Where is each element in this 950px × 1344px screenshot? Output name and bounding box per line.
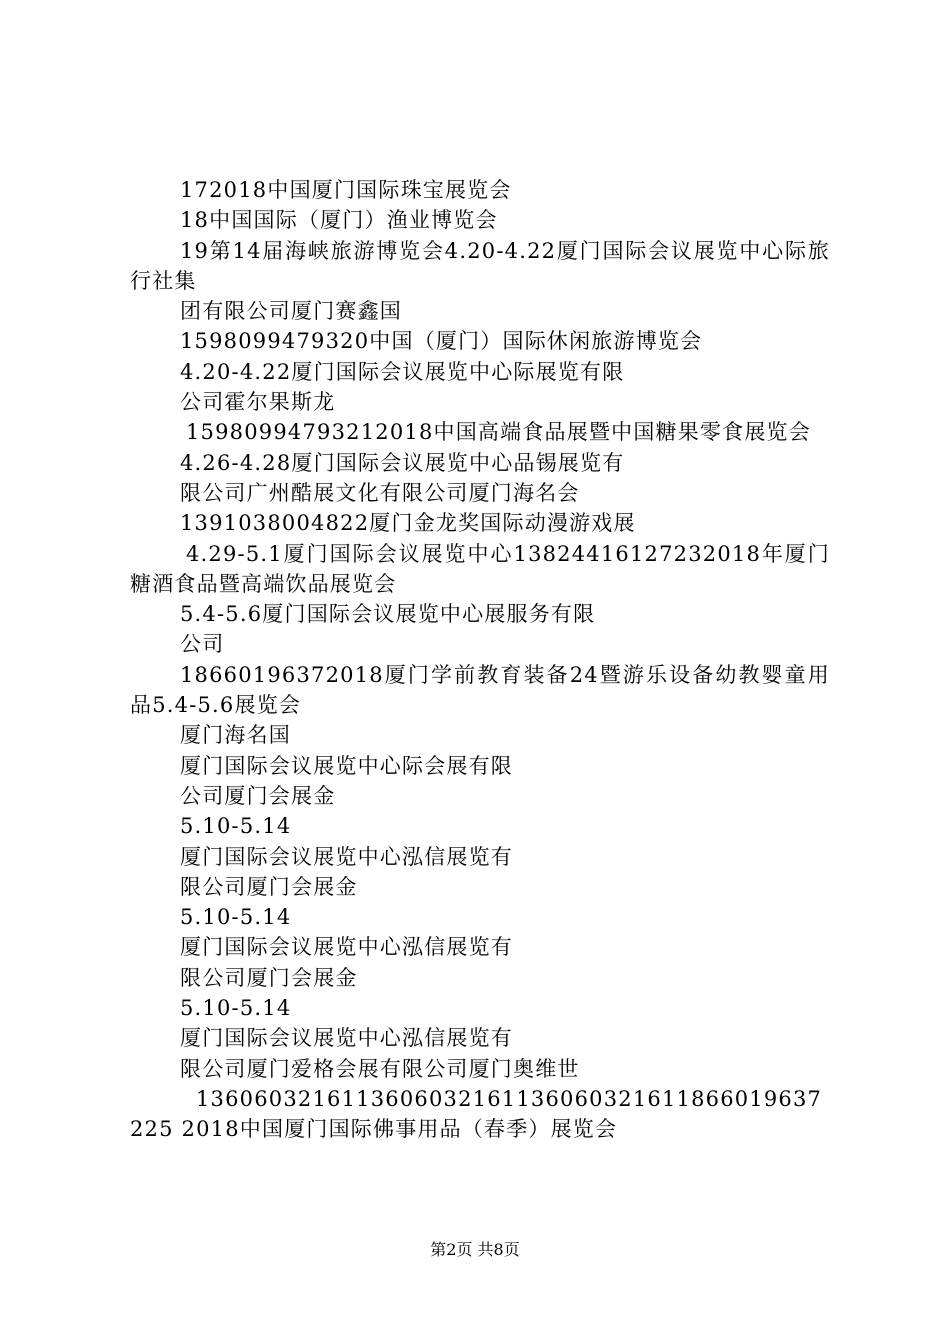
text-line-7: 公司霍尔果斯龙 — [180, 390, 336, 415]
text-line-19: 5.10-5.14 — [180, 814, 292, 839]
page-footer — [0, 1237, 950, 1260]
text-line-25: 5.10-5.14 — [180, 996, 292, 1021]
text-line-23: 厦门国际会议展览中心泓信展览有 — [180, 935, 513, 960]
text-line-22: 5.10-5.14 — [180, 905, 292, 930]
text-line-17: 厦门国际会议展览中心际会展有限 — [180, 753, 513, 778]
text-line-5: 1598099479320中国（厦门）国际休闲旅游博览会 — [180, 329, 703, 354]
text-line-26: 厦门国际会议展览中心泓信展览有 — [180, 1026, 513, 1051]
text-line-12: 4.29-5.1厦门国际会议展览中心13824416127232018年厦门糖酒食品暨高端饮品展览会 — [130, 541, 830, 596]
text-line-14: 公司 — [180, 632, 225, 657]
text-line-21: 限公司厦门会展金 — [180, 874, 358, 899]
text-line-16: 厦门海名国 — [180, 723, 291, 748]
page-number-label: 第2页 共8页 — [430, 1240, 520, 1259]
text-line-28: 1360603216113606032161136060321611866019637225 2018中国厦门国际佛事用品（春季）展览会 — [130, 1086, 823, 1142]
text-line-2: 18中国国际（厦门）渔业博览会 — [180, 208, 498, 233]
document-body — [130, 175, 830, 1145]
text-line-24: 限公司厦门会展金 — [180, 965, 358, 990]
text-line-6: 4.20-4.22厦门国际会议展览中心际展览有限 — [180, 359, 625, 384]
text-line-10: 限公司广州酷展文化有限公司厦门海名会 — [180, 480, 580, 505]
text-line-13: 5.4-5.6厦门国际会议展览中心展服务有限 — [180, 602, 596, 627]
text-line-20: 厦门国际会议展览中心泓信展览有 — [180, 844, 513, 869]
text-line-3: 19第14届海峡旅游博览会4.20-4.22厦门国际会议展览中心际旅行社集 — [130, 238, 830, 293]
text-line-1: 172018中国厦门国际珠宝展览会 — [180, 178, 512, 202]
text-line-15: 18660196372018厦门学前教育装备24暨游乐设备幼教婴童用品5.4-5.6展览会 — [130, 662, 830, 718]
text-line-9: 4.26-4.28厦门国际会议展览中心品锡展览有 — [180, 450, 625, 475]
text-line-8: 15980994793212018中国高端食品展暨中国糖果零食展览会 — [186, 420, 811, 445]
text-line-27: 限公司厦门爱格会展有限公司厦门奥维世 — [180, 1056, 580, 1081]
text-line-18: 公司厦门会展金 — [180, 783, 336, 808]
text-line-4: 团有限公司厦门赛鑫国 — [180, 299, 402, 324]
text-line-11: 1391038004822厦门金龙奖国际动漫游戏展 — [180, 511, 636, 536]
